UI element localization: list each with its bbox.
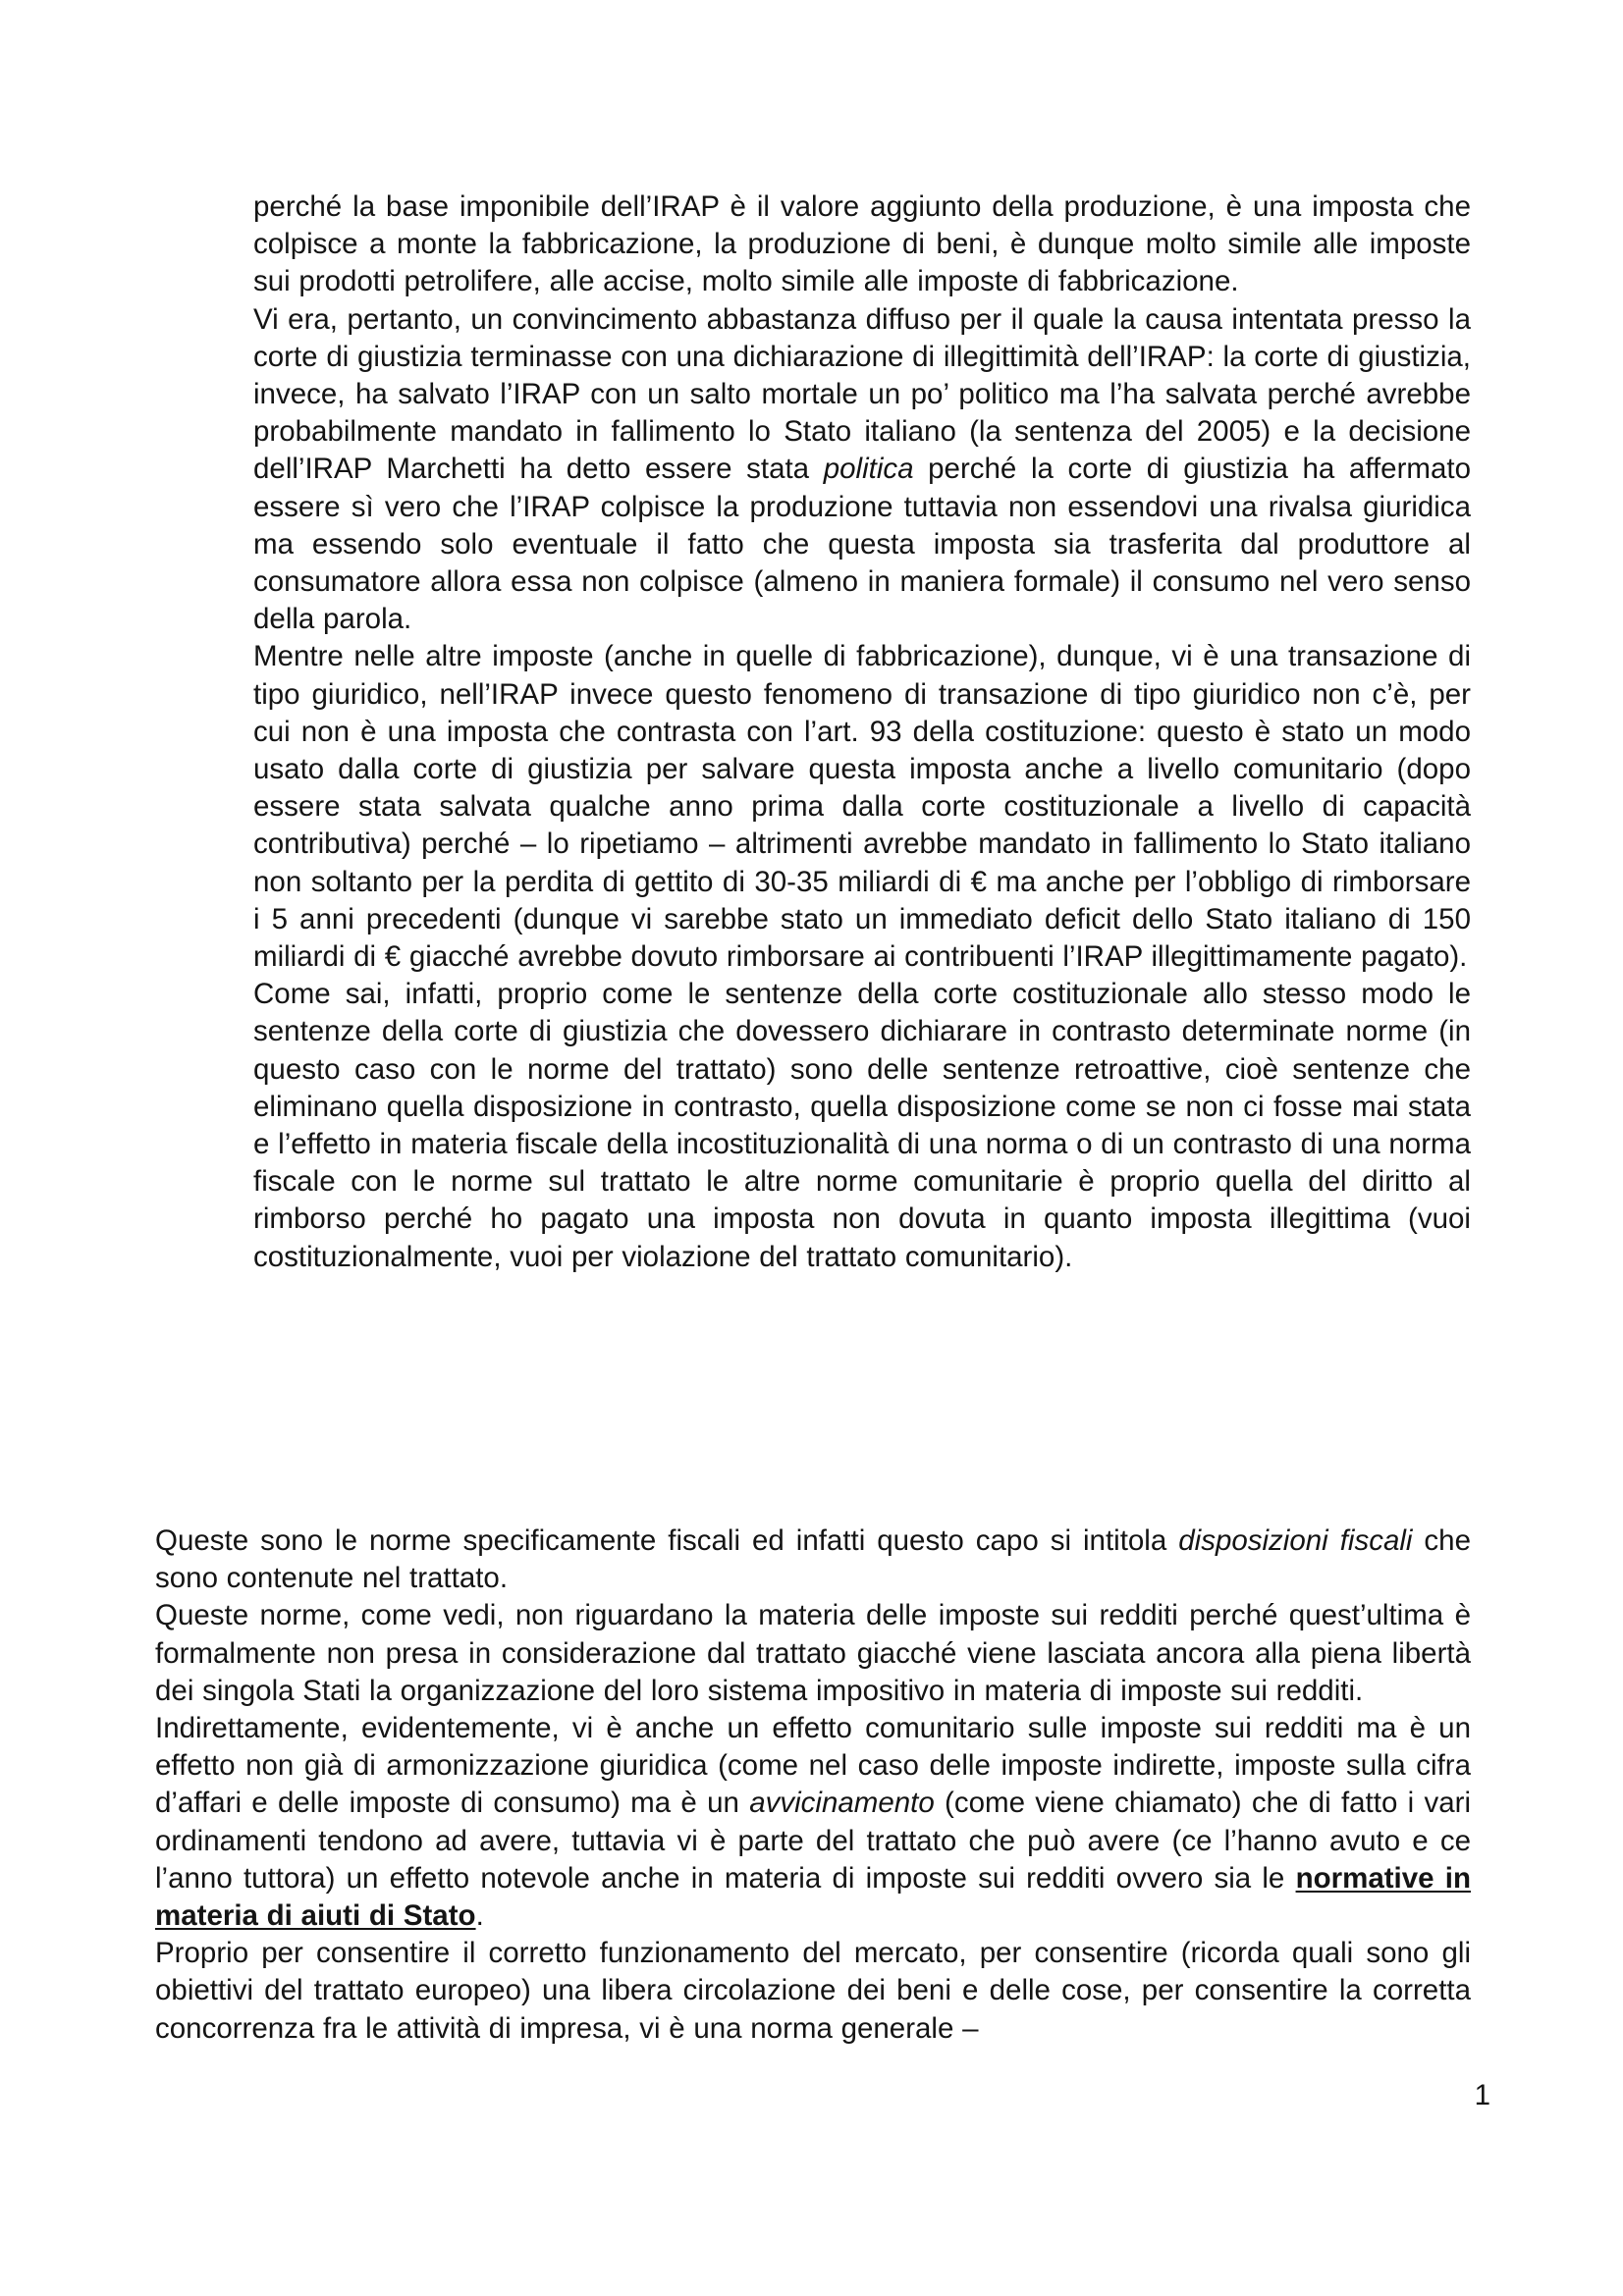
main-section <box>155 1522 1471 2048</box>
paragraph: Queste norme, come vedi, non riguardano la materia delle imposte sui redditi perché quest’ultima è formalmente non presa in considerazione dal trattato giacché viene lasciata ancora alla piena libertà dei singola Stati la organizzazione del loro sistema impositivo in materia di imposte sui redditi. <box>155 1599 1471 1707</box>
page-number: 1 <box>1474 2079 1490 2111</box>
italic-term: politica <box>823 453 914 486</box>
paragraph: Come sai, infatti, proprio come le sentenze della corte costituzionale allo stesso modo le sentenze della corte di giustizia che dovessero dichiarare in contrasto determinate norme (in questo caso con le norme del trattato) sono delle sentenze retroattive, cioè sentenze che eliminano quella disposizione in contrasto, quella disposizione come se non ci fosse mai stata e l’effetto in materia fiscale della incostituzionalità di una norma o di un contrasto di una norma fiscale con le norme sul trattato le altre norme comunitarie è proprio quella del diritto al rimborso perché ho pagato una imposta non dovuta in quanto imposta illegittima (vuoi costituzionalmente, vuoi per violazione del trattato comunitario). <box>253 978 1471 1273</box>
paragraph: Indirettamente, evidentemente, vi è anche un effetto comunitario sulle imposte sui redditi ma è un effetto non già di armonizzazione giuridica (come nel caso delle imposte indirette, imposte sulla cifra d’affari e delle imposte di consumo) ma è un avvicinamento (come viene chiamato) che di fatto i vari ordinamenti tendono ad avere, tuttavia vi è parte del trattato che può avere (ce l’hanno avuto e ce l’anno tuttora) un effetto notevole anche in materia di imposte sui redditi ovvero sia le normative in materia di aiuti di Stato. <box>155 1712 1471 1933</box>
paragraph: Proprio per consentire il corretto funzionamento del mercato, per consentire (ricorda quali sono gli obiettivi del trattato europeo) una libera circolazione dei beni e delle cose, per consentire la corretta concorrenza fra le attività di impresa, vi è una norma generale – <box>155 1937 1471 2045</box>
paragraph: perché la base imponibile dell’IRAP è il valore aggiunto della produzione, è una imposta che colpisce a monte la fabbricazione, la produzione di beni, è dunque molto simile alle imposte sui prodotti petrolifere, alle accise, molto simile alle imposte di fabbricazione. <box>253 190 1471 298</box>
paragraph: Queste sono le norme specificamente fiscali ed infatti questo capo si intitola disposizioni fiscali che sono contenute nel trattato. <box>155 1524 1471 1595</box>
paragraph: Mentre nelle altre imposte (anche in quelle di fabbricazione), dunque, vi è una transazione di tipo giuridico, nell’IRAP invece questo fenomeno di transazione di tipo giuridico non c’è, per cui non è una imposta che contrasta con l’art. 93 della costituzione: questo è stato un modo usato dalla corte di giustizia per salvare questa imposta anche a livello comunitario (dopo essere stata salvata qualche anno prima dalla corte costituzionale a livello di capacità contributiva) perché – lo ripetiamo – altrimenti avrebbe mandato in fallimento lo Stato italiano non soltanto per la perdita di gettito di 30-35 miliardi di € ma anche per l’obbligo di rimborsare i 5 anni precedenti (dunque vi sarebbe stato un immediato deficit dello Stato italiano di 150 miliardi di € giacché avrebbe dovuto rimborsare ai contribuenti l’IRAP illegittimamente pagato). <box>253 640 1471 974</box>
italic-term: avvicinamento <box>749 1787 935 1820</box>
paragraph: Vi era, pertanto, un convincimento abbastanza diffuso per il quale la causa intentata presso la corte di giustizia terminasse con una dichiarazione di illegittimità dell’IRAP: la corte di giustizia, invece, ha salvato l’IRAP con un salto mortale un po’ politico ma l’ha salvata perché avrebbe probabilmente mandato in fallimento lo Stato italiano (la sentenza del 2005) e la decisione dell’IRAP Marchetti ha detto essere stata politica perché la corte di giustizia ha affermato essere sì vero che l’IRAP colpisce la produzione tuttavia non essendovi una rivalsa giuridica ma essendo solo eventuale il fatto che questa imposta sia trasferita dal produttore al consumatore allora essa non colpisce (almeno in maniera formale) il consumo nel vero senso della parola. <box>253 302 1471 636</box>
emphasized-heading: normative in materia di aiuti di Stato <box>155 1861 1471 1933</box>
indented-section <box>253 188 1471 1276</box>
italic-term: disposizioni fiscali <box>1178 1524 1413 1557</box>
